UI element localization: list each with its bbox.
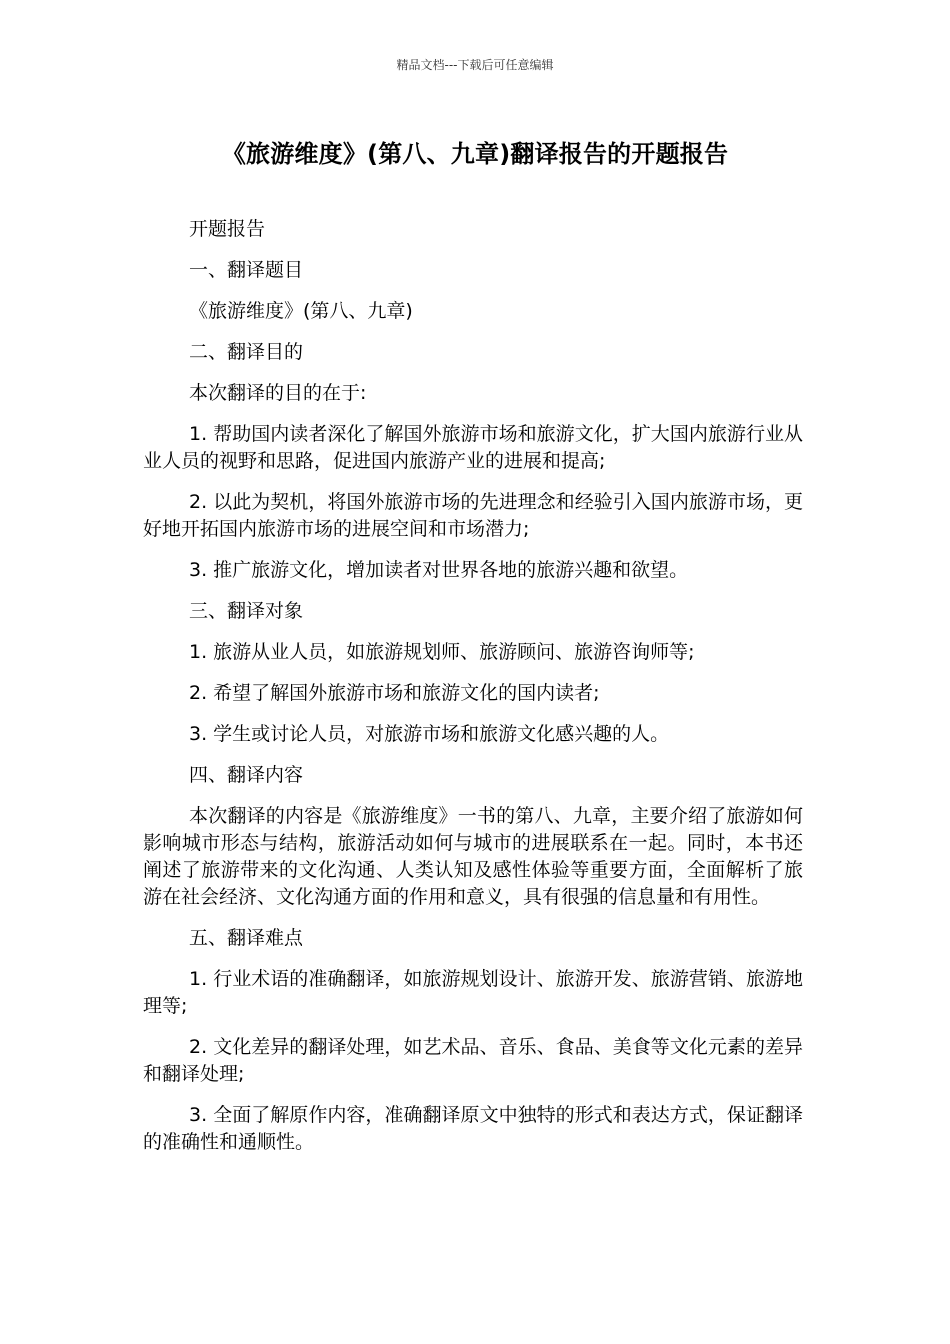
paragraph-audience-2: 2. 希望了解国外旅游市场和旅游文化的国内读者;: [189, 682, 600, 704]
section-heading-difficulties: 五、翻译难点: [189, 927, 304, 949]
section-heading-topic: 一、翻译题目: [189, 259, 304, 281]
paragraph-difficulty-2: 2. 文化差异的翻译处理，如艺术品、音乐、食品、美食等文化元素的差异和翻译处理;: [143, 1036, 803, 1085]
document-title: 《旅游维度》(第八、九章)翻译报告的开题报告: [221, 140, 729, 168]
paragraph-audience-1: 1. 旅游从业人员，如旅游规划师、旅游顾问、旅游咨询师等;: [189, 641, 695, 663]
document-body: [143, 216, 803, 1170]
paragraph-audience-3: 3. 学生或讨论人员，对旅游市场和旅游文化感兴趣的人。: [189, 723, 670, 745]
paragraph-purpose-2: 2. 以此为契机，将国外旅游市场的先进理念和经验引入国内旅游市场，更好地开拓国内旅游市场的进展空间和市场潜力;: [143, 491, 803, 540]
section-heading-purpose: 二、翻译目的: [189, 341, 304, 363]
paragraph-purpose-1: 1. 帮助国内读者深化了解国外旅游市场和旅游文化，扩大国内旅游行业从业人员的视野和思路，促进国内旅游产业的进展和提高;: [143, 423, 803, 472]
paragraph-difficulty-1: 1. 行业术语的准确翻译，如旅游规划设计、旅游开发、旅游营销、旅游地理等;: [143, 968, 803, 1017]
paragraph-purpose-3: 3. 推广旅游文化，增加读者对世界各地的旅游兴趣和欲望。: [189, 559, 689, 581]
section-heading-audience: 三、翻译对象: [189, 600, 304, 622]
paragraph-purpose-intro: 本次翻译的目的在于:: [189, 382, 367, 404]
paragraph-content: 本次翻译的内容是《旅游维度》一书的第八、九章，主要介绍了旅游如何影响城市形态与结构，旅游活动如何与城市的进展联系在一起。同时，本书还阐述了旅游带来的文化沟通、人类认知及感性体验等重要方面，全面解析了旅游在社会经济、文化沟通方面的作用和意义，具有很强的信息量和有用性。: [143, 805, 803, 908]
paragraph-topic: 《旅游维度》(第八、九章): [189, 300, 413, 322]
paragraph-report-label: 开题报告: [189, 218, 266, 240]
section-heading-content: 四、翻译内容: [189, 764, 304, 786]
paragraph-difficulty-3: 3. 全面了解原作内容，准确翻译原文中独特的形式和表达方式，保证翻译的准确性和通顺性。: [143, 1104, 803, 1153]
header-note: 精品文档---下载后可任意编辑: [396, 58, 554, 72]
